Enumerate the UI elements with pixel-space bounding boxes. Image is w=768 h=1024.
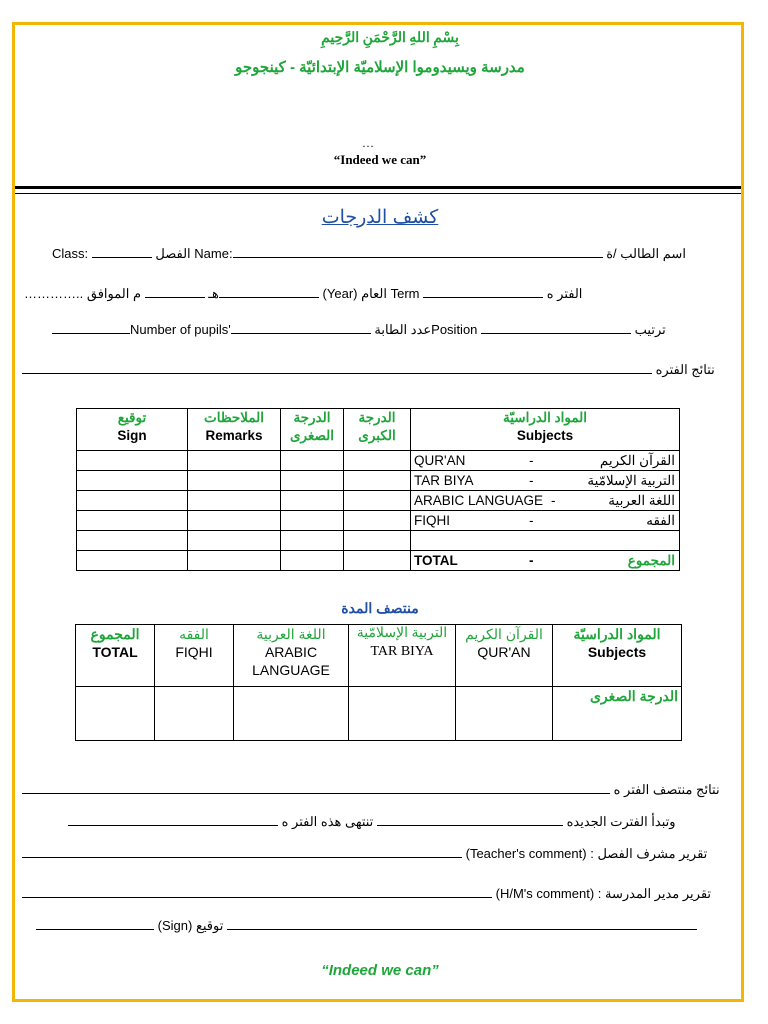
class-input[interactable] — [92, 256, 152, 258]
sign-cell[interactable] — [77, 491, 188, 511]
table-row — [76, 687, 682, 741]
max-cell[interactable] — [344, 511, 411, 531]
subjects-header-ar: المواد الدراسيّة — [503, 410, 587, 425]
max-cell[interactable] — [344, 531, 411, 551]
hm-comment-label-ar: تقرير مدير المدرسة — [605, 886, 712, 901]
subject-cell — [411, 531, 680, 551]
teacher-comment-label-ar: تقرير مشرف الفصل — [597, 846, 708, 861]
col-en: ARABIC LANGUAGE — [252, 644, 330, 678]
subject-cell — [411, 511, 680, 531]
min-cell[interactable] — [281, 511, 344, 531]
subject-dash: - — [529, 473, 534, 488]
position-row — [52, 322, 732, 338]
sign-cell[interactable] — [77, 551, 188, 571]
midterm-results-row — [22, 782, 734, 798]
sign-header — [77, 409, 188, 451]
midterm-results-label-ar: نتائج منتصف الفتر ه — [613, 782, 720, 797]
sign-row — [36, 918, 736, 934]
header-motto: “Indeed we can” — [333, 152, 427, 167]
min-grade-header: الدرجة الصغرى — [281, 409, 344, 451]
midterm-col-total — [76, 625, 155, 687]
col-ar: المجموع — [90, 626, 140, 642]
year-label-ar: العام — [361, 286, 387, 301]
sign-cell[interactable] — [77, 511, 188, 531]
fiqhi-cell[interactable] — [155, 687, 234, 741]
pupils-label: Number of pupils' — [130, 322, 231, 337]
subject-en: QUR'AN — [414, 453, 466, 468]
table-row — [77, 451, 680, 471]
gregorian-input[interactable] — [219, 296, 319, 298]
subject-en: FIQHI — [414, 513, 450, 528]
min-cell[interactable] — [281, 451, 344, 471]
pupils-input-2[interactable] — [231, 332, 371, 334]
term-ends-label-ar: تنتهى هذه الفتر ه — [281, 814, 374, 829]
student-name-row — [52, 246, 732, 262]
midterm-col-quran — [456, 625, 553, 687]
subjects-header-en: Subjects — [516, 428, 574, 443]
subject-cell — [411, 551, 680, 571]
midterm-title: منتصف المدة — [341, 600, 419, 616]
term-end-input[interactable] — [377, 824, 563, 826]
position-input[interactable] — [481, 332, 631, 334]
sign-label: (Sign) — [157, 918, 193, 933]
remarks-cell[interactable] — [188, 471, 281, 491]
min-cell[interactable] — [281, 491, 344, 511]
max-cell[interactable] — [344, 471, 411, 491]
results-row — [22, 362, 734, 378]
midterm-col-tarbiya — [349, 625, 456, 687]
term-label: Term — [390, 286, 420, 301]
table-row — [77, 491, 680, 511]
col-en: Subjects — [587, 644, 647, 660]
subjects-header — [411, 409, 680, 451]
subject-cell — [411, 471, 680, 491]
min-grade-row-label: الدرجة الصغرى — [553, 687, 682, 741]
max-cell[interactable] — [344, 491, 411, 511]
subject-cell — [411, 491, 680, 511]
subject-ar: التربية الإسلامّية — [587, 473, 675, 488]
sign-input-right[interactable] — [227, 928, 697, 930]
midterm-table — [75, 624, 682, 741]
teacher-comment-input[interactable] — [22, 856, 462, 858]
subject-ar: اللغة العربية — [608, 493, 675, 508]
col-ar: اللغة العربية — [256, 626, 326, 642]
col-en: QUR'AN — [477, 644, 531, 660]
max-grade-header: الدرجة الكبرى — [344, 409, 411, 451]
subject-dash: - — [529, 553, 534, 568]
table-row — [77, 531, 680, 551]
term-row — [24, 286, 734, 302]
header-divider-thick — [15, 186, 741, 189]
sign-label-ar: توقيع — [195, 918, 224, 933]
min-cell[interactable] — [281, 471, 344, 491]
subject-ar: الفقه — [646, 513, 675, 528]
min-cell[interactable] — [281, 551, 344, 571]
student-name-label-ar: اسم الطالب /ة — [606, 246, 686, 261]
pupils-label-ar: عدد الطابة — [374, 322, 432, 337]
tarbiya-cell[interactable] — [349, 687, 456, 741]
class-label: Class: — [52, 246, 89, 261]
midterm-col-arabic — [234, 625, 349, 687]
next-term-input[interactable] — [68, 824, 278, 826]
col-ar: القرآن الكريم — [465, 626, 543, 642]
col-en: TAR BIYA — [370, 644, 434, 659]
teacher-comment-label: (Teacher's comment) : — [465, 846, 594, 861]
min-cell[interactable] — [281, 531, 344, 551]
col-en: FIQHI — [175, 644, 213, 660]
term-dates-row — [68, 814, 734, 830]
results-input[interactable] — [22, 372, 652, 374]
max-cell[interactable] — [344, 551, 411, 571]
sign-cell[interactable] — [77, 451, 188, 471]
table-row-total — [77, 551, 680, 571]
header-divider-thin — [15, 193, 741, 194]
class-label-ar: الفصل — [155, 246, 191, 261]
subject-en: ARABIC LANGUAGE — [414, 493, 544, 508]
hijri-label-ar: هـ — [208, 286, 219, 301]
results-label-ar: نتائج الفتره — [655, 362, 715, 377]
name-label: Name: — [194, 246, 233, 261]
sign-cell[interactable] — [77, 471, 188, 491]
rank-label-ar: ترتيب — [634, 322, 666, 337]
sign-input-left[interactable] — [36, 928, 154, 930]
name-input[interactable] — [233, 256, 603, 258]
midterm-results-input[interactable] — [22, 792, 610, 794]
teacher-comment-row — [22, 846, 734, 862]
subject-en: TOTAL — [414, 553, 458, 568]
arabic-cell[interactable] — [234, 687, 349, 741]
max-cell[interactable] — [344, 451, 411, 471]
hijri-input[interactable] — [145, 296, 205, 298]
subject-cell — [411, 451, 680, 471]
subject-en: TAR BIYA — [414, 473, 474, 488]
midterm-col-fiqhi — [155, 625, 234, 687]
remarks-cell[interactable] — [188, 491, 281, 511]
table-row — [77, 471, 680, 491]
col-en: TOTAL — [92, 644, 138, 660]
sign-header-en: Sign — [117, 428, 147, 443]
school-name: مدرسة ويسيدوموا الإسلاميّة الإبتدائيّة - كينجوجو — [235, 59, 525, 76]
quran-cell[interactable] — [456, 687, 553, 741]
subject-dash: - — [529, 513, 534, 528]
total-cell[interactable] — [76, 687, 155, 741]
page-title: كشف الدرجات — [321, 207, 439, 228]
term-label-ar: الفتر ه — [546, 286, 583, 301]
midterm-col-subjects — [553, 625, 682, 687]
ellipsis: … — [362, 136, 374, 150]
pupils-count-input[interactable] — [52, 332, 130, 334]
col-ar: الفقه — [179, 626, 209, 642]
subject-ar: المجموع — [627, 553, 675, 568]
subject-ar: القرآن الكريم — [599, 453, 675, 468]
sign-header-ar: توقيع — [117, 410, 147, 425]
footer-motto: “Indeed we can” — [321, 962, 439, 979]
subject-dash: - — [551, 493, 556, 508]
table-row — [77, 511, 680, 531]
remarks-cell[interactable] — [188, 451, 281, 471]
remarks-header — [188, 409, 281, 451]
remarks-header-ar: الملاحظات — [204, 410, 264, 425]
remarks-cell[interactable] — [188, 511, 281, 531]
corresponding-label-ar: م الموافق — [86, 286, 141, 301]
term-input[interactable] — [423, 296, 543, 298]
grades-table — [76, 408, 680, 571]
year-label: (Year) — [322, 286, 358, 301]
next-term-label-ar: وتبدأ الفترت الجديده — [566, 814, 676, 829]
hm-comment-label: (H/M's comment) : — [495, 886, 602, 901]
remarks-cell[interactable] — [188, 551, 281, 571]
sign-cell[interactable] — [77, 531, 188, 551]
remarks-cell[interactable] — [188, 531, 281, 551]
hm-comment-input[interactable] — [22, 896, 492, 898]
col-ar: التربية الإسلامّية — [356, 626, 448, 641]
col-ar: المواد الدراسيّة — [573, 626, 661, 642]
hm-comment-row — [22, 886, 734, 902]
subject-dash: - — [529, 453, 534, 468]
dots: ………….. — [24, 286, 84, 301]
position-label: Position — [431, 322, 478, 337]
bismillah: بِسْمِ اللهِ الرَّحْمَنِ الرَّحِيمِ — [321, 31, 459, 46]
remarks-header-en: Remarks — [205, 428, 263, 443]
